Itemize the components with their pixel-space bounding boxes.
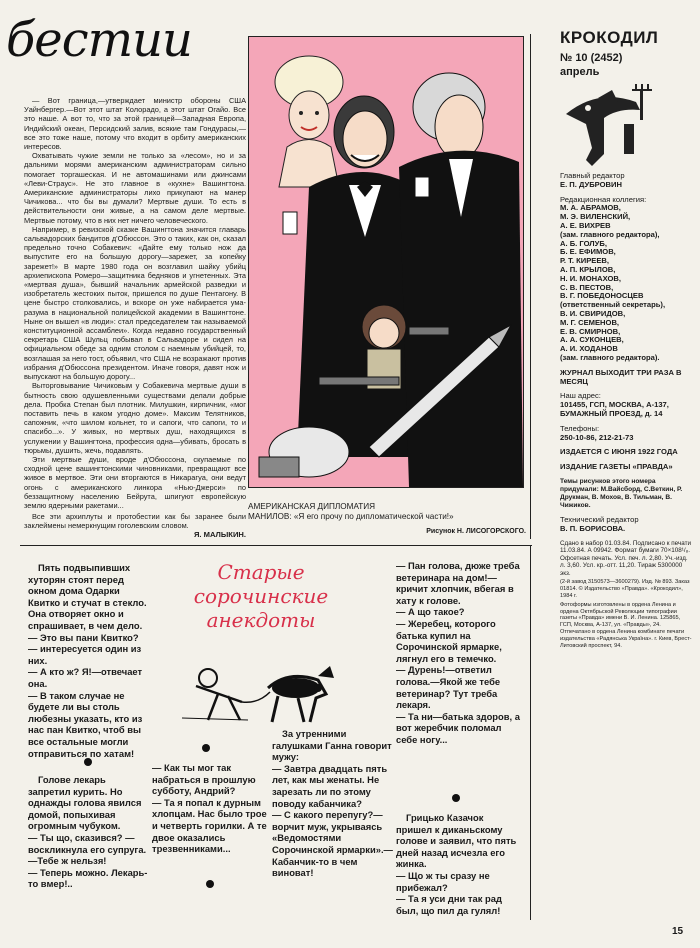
cartoon-title: АМЕРИКАНСКАЯ ДИПЛОМАТИЯ: [248, 502, 376, 511]
anecdote-separator: [452, 794, 460, 802]
article-paragraph: Охватывать чужие земли не только за «лесом», но и за дальними морями американским администраторам сильно помогает торгашеская. И не автомашинами или джинсами «Леви-Страус». Не это главное в «кухне» Вашингтона. Американские администраторы лихо прикупают на манер Чичикова... что бы вы думали? Мертвые души. То есть в действительности они живые, а на самом деле мертвые. Мертвые потому, что в них нет ничего человеческого.: [24, 151, 246, 225]
tech-editor: В. П. БОРИСОВА.: [560, 523, 626, 533]
article-paragraph: Эти мертвые души, вроде д'Обюссона, скупаемые по сходной цене вашингтонскими чиновниками, превращают все живое в мертвое. Эти они вторгаются в Никарагуа, они ведут огонь с американского линкора «Нью-Джерси» по беззащитному населению Бейрута, шпигуют европейскую землю ядерными ракетами...: [24, 454, 246, 510]
anecdote-col2-a: За утренними галушками Ганна говорит мужу: — Завтра двадцать пять лет, как мы женаты. Не зарезать ли по этому поводу кабанчика? — С какого перепугу?—ворчит муж, укрываясь «Ведомостями Сорочинской ярмарки».— Кабанчик-то в чем виноват!: [272, 728, 393, 879]
print-info: Сдано в набор 01.03.84. Подписано к печати 11.03.84. А 09942. Формат бумаги 70×108¹/₈. Офсетная печать. Усл. печ. л. 2,80. Уч.-изд. л. 3,60. Усл. кр.-отт. 11,20. Тираж 5300000 экз.: [560, 539, 692, 577]
themes: Темы рисунков этого номера придумали: М.Вайсборд, С.Веткин, Р. Друкман, В. Мохов, В. Тильман, В. Чижиков.: [560, 477, 683, 509]
cartoon-quote: МАНИЛОВ: «Я его прочу по дипломатической части!»: [248, 512, 454, 521]
anecdote-separator: [202, 744, 210, 752]
crocodile-logo: [558, 84, 662, 170]
address: 101455, ГСП, МОСКВА, А-137, БУМАЖНЫЙ ПРОЕЗД, д. 14: [560, 400, 669, 418]
chief-editor: Е. П. ДУБРОВИН: [560, 179, 622, 189]
article-paragraph: Например, в ревизской сказке Вашингтона значится главарь сальвадорских бандитов д'Обюссон. Это о таких, как он, сказал предельно точно Собакевич: «Дайте ему только нож да выпустите его на большую дорогу—зарежет, за копейку зарежет!» В марте 1980 года он возглавил шайку убийц архиепископа Ромеро—защитника бедняков и угнетенных. Эта «мертвая душа», бывший начальник армейской разведки и изобретатель жестоких пыток, пришелся по душе Пентагону. В цене быстро столковались, и вскоре он уже набирается ума-разума в национальной полицейской академии в Вашингтоне. Ныне он вышел «в люди»: стал председателем так называемой конституционной ассамблеи». Когда недавно государственный секретарь США Шульц побывал в Сальвадоре и сидел на официальном обеде за одним столом с наемным убийцей, то, возглашая за него тост, объявил, что США не возражают против избрания д'Обюссона президентом. Иначе говоря, давят нож и выпускают на большую дорогу...: [24, 224, 246, 382]
phones: 250-10-86, 212-21-73: [560, 432, 634, 442]
article-paragraph: Выторговывание Чичиковым у Собакевича мертвые души в бытность свою одушевленными существами делали добрые дела. Пробка Степан был плотник. Милушкин, кирпичник, «мог поставить печь в каком угодно доме». Максим Телятников, сапожник, «что шилом кольнет, то и сапоги, что сапоги, то и спасибо...». У живых, но мертвых душ, находящихся в услужении у Вашингтона, профессия одна—убивать, бросать в тюрьмы, душить, жечь, подавлять.: [24, 381, 246, 455]
anecdote-col3-a: — Пан голова, дюже треба ветеринара на дом!—кричит хлопчик, вбегая в хату к голове. — А що такое? — Жеребец, которого батька купил на Сорочинской ярмарке, лягнул его в темечко. — Дурень!—ответил голова.—Якой же тебе ветеринар? Тут треба лекаря. — Та ни—батька здоров, а вот жеребчик поломал себе ногу...: [396, 560, 520, 745]
anecdote-col3-b: Грицько Казачок пришел к диканьскому голове и заявил, что пять дней назад исчезла его жинка. — Що ж ты сразу не прибежал? — Та я уси дни так рад был, що пил да гулял!: [396, 812, 517, 916]
anecdote-separator: [206, 880, 214, 888]
anecdote-col1-b: Голове лекарь запретил курить. Но однажды голова явился домой, попыхивая огромным чубуком. — Ты що, сказився? — воскликнула его супруга.—Тебе ж нельзя! — Теперь можно. Лекарь-то вмер!..: [28, 774, 148, 890]
cartoon-caption: [248, 502, 526, 522]
vertical-divider: [530, 34, 531, 539]
frequency: ЖУРНАЛ ВЫХОДИТ ТРИ РАЗА В МЕСЯЦ: [560, 367, 682, 386]
article-body: [24, 96, 246, 512]
page-number: 15: [672, 926, 684, 937]
anecdote-separator: [84, 758, 92, 766]
issue-number: № 10 (2452): [560, 52, 623, 64]
cartoon-frame: [248, 36, 524, 488]
cartoon-illustration: [249, 37, 523, 487]
anecdotes-heading: Старые сорочинские анекдоты: [193, 560, 329, 632]
anecdote-separator: [314, 684, 322, 692]
issue-month: апрель: [560, 66, 600, 78]
right-column-divider: [530, 545, 531, 920]
since: ИЗДАЕТСЯ С ИЮНЯ 1922 ГОДА: [560, 447, 678, 457]
print-info-2: (2-й завод 3150573—3600279). Изд. № 893. Заказ 01814. © Издательство «Правда». «Крокодил», 1984 г.: [560, 579, 690, 600]
anecdote-col1-a: Пять подвыпивших хуторян стоят перед окном дома Одарки Квитко и стучат в стекло. Она отворяет окно и спрашивает, в чем дело. — Это вы пани Квитко? — интересуется один из них. — А кто ж? Я!—отвечает она. — В таком случае не будете ли вы столь любезны указать, кто из нас пан Квитко, чтоб вы все остальные могли отправиться по хатам!: [28, 562, 147, 759]
masthead: Главный редактор Е. П. ДУБРОВИН Редакционная коллегия: М. А. АБРАМОВ, М. Э. ВИЛЕНСКИЙ, А. Е. ВИХРЕВ (зам. главного редактора), А. Б. ГОЛУБ, Б. Е. ЕФИМОВ, Р. Т. КИРЕЕВ, А. П. КРЫЛОВ, Н. И. МОНАХОВ, С. В. ПЕСТОВ, В. Г. ПОБЕДОНОСЦЕВ (ответственный секретарь), В. И. СВИРИДОВ, М. Г. СЕМЕНОВ, Е. В. СМИРНОВ, А. А. СУКОНЦЕВ, А. И. ХОДАНОВ (зам. главного редактора). ЖУРНАЛ ВЫХОДИТ ТРИ РАЗА В МЕСЯЦ Наш адрес: 101455, ГСП, МОСКВА, А-137, БУМАЖНЫЙ ПРОЕЗД, д. 14 Телефоны: 250-10-86, 212-21-73 ИЗДАЕТСЯ С ИЮНЯ 1922 ГОДА ИЗДАНИЕ ГАЗЕТЫ «ПРАВДА» Темы рисунков этого номера придумали: М.Вайсборд, С.Веткин, Р. Друкман, В. Мохов, В. Тильман, В. Чижиков. Технический редактор В. П. БОРИСОВА. Сдано в набор 01.03.84. Подписано к печати 11.03.84. А 09942. Формат бумаги 70×108¹/₈. Офсетная печать. Усл. печ. л. 2,80. Уч.-изд. л. 3,60. Усл. кр.-отт. 11,20. Тираж 5300000 экз. (2-й завод 3150573—3600279). Изд. № 893. Заказ 01814. © Издательство «Правда». «Крокодил», 1984 г. Фотоформы изготовлены в ордена Ленина и ордена Октябрьской Революции типографии газеты «Правда» имени В. И. Ленина. 125865, ГСП, Москва, А-137, ул. «Правды», 24. Отпечатано в ордена Ленина комбинате печати издательства «Радянська Україна». г. Киев, Брест-Литовский проспект, 94.: [560, 171, 692, 649]
horizontal-divider: [20, 545, 532, 546]
magazine-name: КРОКОДИЛ: [560, 28, 659, 47]
article-paragraph: — Вот граница,—утверждает министр обороны США Уайнбергер.—Вот этот штат Колорадо, а этот штат Огайо. Все это наше. А вот то, что за этой границей—Западная Европа, Индийский океан, Персидский залив, всякие там Гондурасы,—все это тоже наше, потому что входит в орбиту американских интересов.: [24, 96, 246, 152]
print-info-3: Фотоформы изготовлены в ордена Ленина и ордена Октябрьской Революции типографии газеты «Правда» имени В. И. Ленина. 125865, ГСП, Москва, А-137, ул. «Правды», 24. Отпечатано в ордена Ленина комбинате печати издательства «Радянська Україна». г. Киев, Брест-Литовский проспект, 94.: [560, 601, 692, 649]
publisher: ИЗДАНИЕ ГАЗЕТЫ «ПРАВДА»: [560, 462, 673, 472]
anecdote-col2-b: — Как ты мог так набраться в прошлую субботу, Андрий? — Та я попал к дурным хлопцам. Нас было трое и четверть горилки. А те двое оказались трезвенниками...: [152, 762, 267, 855]
article-author: Я. МАЛЫКИН.: [193, 530, 246, 539]
section-title: бестии: [6, 12, 192, 68]
article-closing: Все эти архиплуты и протобестии как бы заранее были заклеймены немеркнущим гоголевским словом.: [24, 512, 246, 531]
cartoon-credit: Рисунок Н. ЛИСОГОРСКОГО.: [426, 528, 526, 535]
